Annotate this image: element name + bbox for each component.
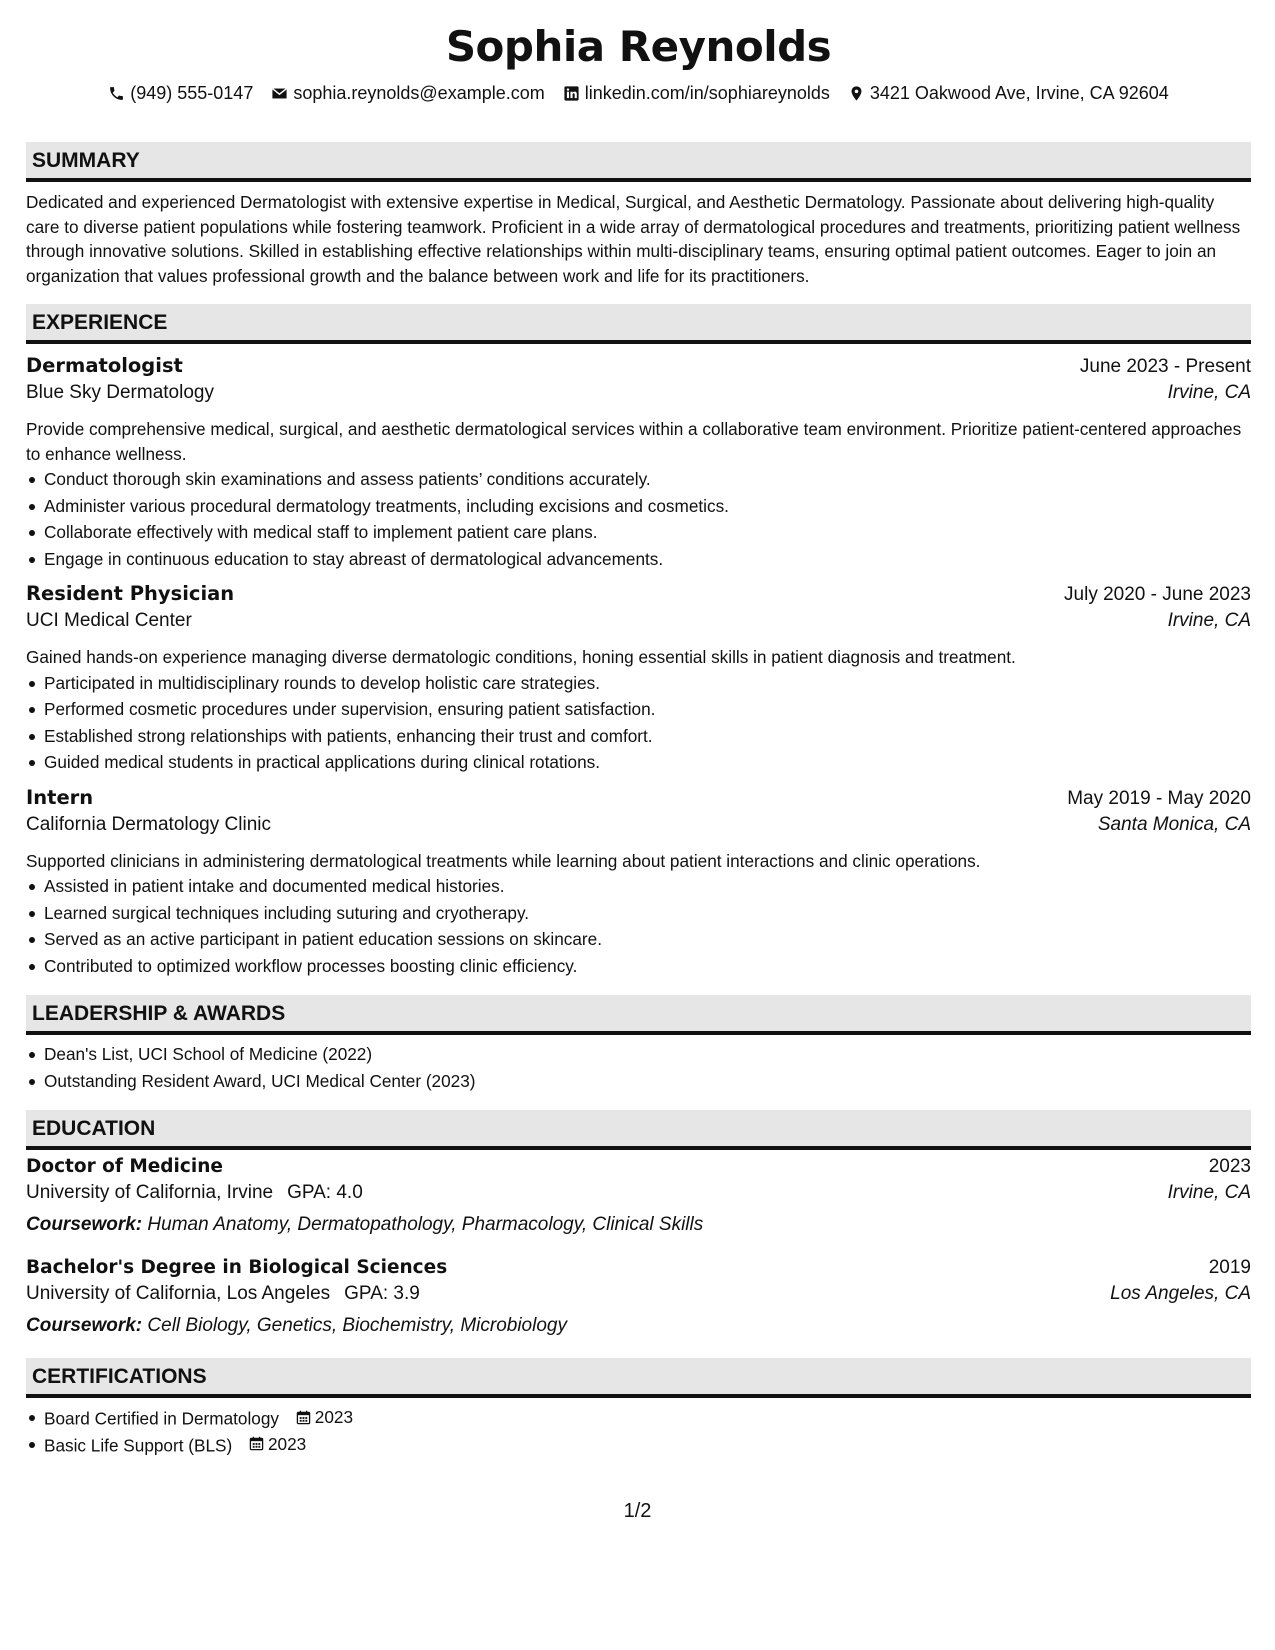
list-item: Collaborate effectively with medical staff to implement patient care plans. bbox=[26, 519, 1251, 546]
job-dates: June 2023 - Present bbox=[1079, 356, 1251, 377]
job-bullets bbox=[26, 873, 1251, 979]
list-item: Assisted in patient intake and documented medical histories. bbox=[26, 873, 1251, 900]
contact-bar bbox=[26, 78, 1251, 108]
job-description: Gained hands-on experience managing diverse dermatologic conditions, honing essential skills in patient diagnosis and treatment. bbox=[26, 647, 1016, 667]
job-description: Supported clinicians in administering dermatological treatments while learning about patient interactions and clinic operations. bbox=[26, 850, 981, 871]
list-item: Established strong relationships with patients, enhancing their trust and comfort. bbox=[26, 723, 1251, 750]
contact-email[interactable] bbox=[271, 83, 544, 104]
job-bullets bbox=[26, 466, 1251, 572]
section-heading-summary: SUMMARY bbox=[26, 142, 1251, 182]
job-organization: Blue Sky Dermatology bbox=[26, 382, 214, 403]
list-item bbox=[26, 1404, 1251, 1431]
job-dates: July 2020 - June 2023 bbox=[1064, 584, 1251, 605]
contact-linkedin[interactable] bbox=[563, 83, 830, 104]
school-name: University of California, Irvine bbox=[26, 1182, 274, 1203]
degree-title: Bachelor's Degree in Biological Sciences bbox=[26, 1257, 448, 1278]
job-title: Resident Physician bbox=[26, 582, 235, 605]
job-location: Irvine, CA bbox=[1167, 610, 1251, 631]
list-item: Contributed to optimized workflow processes boosting clinic efficiency. bbox=[26, 953, 1251, 980]
gpa: GPA: 4.0 bbox=[287, 1182, 363, 1203]
phone-icon bbox=[108, 85, 125, 102]
school-line bbox=[26, 1180, 363, 1211]
resume-page bbox=[26, 0, 1251, 1457]
email-text: sophia.reynolds@example.com bbox=[293, 82, 545, 103]
certifications-list bbox=[26, 1404, 1251, 1457]
phone-text: (949) 555-0147 bbox=[130, 82, 254, 103]
list-item: Outstanding Resident Award, UCI Medical Center (2023) bbox=[26, 1068, 1251, 1095]
address-text: 3421 Oakwood Ave, Irvine, CA 92604 bbox=[869, 82, 1169, 103]
gpa: GPA: 3.9 bbox=[344, 1283, 420, 1304]
section-heading-certifications: CERTIFICATIONS bbox=[26, 1358, 1251, 1398]
coursework bbox=[26, 1211, 1251, 1241]
education-entry bbox=[26, 1150, 1251, 1241]
list-item: Guided medical students in practical applications during clinical rotations. bbox=[26, 749, 1251, 776]
list-item: Dean's List, UCI School of Medicine (2022) bbox=[26, 1041, 1251, 1068]
section-heading-experience: EXPERIENCE bbox=[26, 304, 1251, 344]
list-item: Served as an active participant in patient education sessions on skincare. bbox=[26, 926, 1251, 953]
degree-year: 2019 bbox=[1208, 1257, 1251, 1278]
map-pin-icon bbox=[848, 85, 865, 102]
degree-title: Doctor of Medicine bbox=[26, 1156, 223, 1177]
coursework-label: Coursework: bbox=[26, 1315, 143, 1336]
job-dates: May 2019 - May 2020 bbox=[1067, 787, 1251, 809]
cert-name: Board Certified in Dermatology bbox=[44, 1408, 280, 1429]
section-heading-leadership: LEADERSHIP & AWARDS bbox=[26, 995, 1251, 1035]
job-location: Irvine, CA bbox=[1167, 382, 1251, 403]
school-location: Irvine, CA bbox=[1167, 1182, 1251, 1203]
cert-year: 2023 bbox=[314, 1407, 354, 1427]
coursework-list: Human Anatomy, Dermatopathology, Pharmacology, Clinical Skills bbox=[147, 1214, 704, 1235]
list-item: Participated in multidisciplinary rounds to develop holistic care strategies. bbox=[26, 670, 1251, 697]
list-item: Performed cosmetic procedures under supervision, ensuring patient satisfaction. bbox=[26, 696, 1251, 723]
cert-date bbox=[296, 1404, 353, 1430]
linkedin-text: linkedin.com/in/sophiareynolds bbox=[584, 82, 830, 103]
experience-entry bbox=[26, 578, 1251, 776]
cert-date bbox=[249, 1431, 306, 1457]
job-title: Dermatologist bbox=[26, 354, 183, 377]
job-description: Provide comprehensive medical, surgical, and aesthetic dermatological services within a collaborative team environment. Prioritize patient-centered approaches to enhance wellness. bbox=[26, 419, 1242, 464]
experience-entry bbox=[26, 350, 1251, 572]
school-location: Los Angeles, CA bbox=[1110, 1283, 1251, 1304]
job-organization: UCI Medical Center bbox=[26, 610, 192, 631]
experience-entry bbox=[26, 782, 1251, 980]
page-number: 1/2 bbox=[623, 1500, 652, 1522]
list-item bbox=[26, 1431, 1251, 1458]
job-location: Santa Monica, CA bbox=[1097, 813, 1251, 835]
education-entry bbox=[26, 1251, 1251, 1342]
list-item: Engage in continuous education to stay abreast of dermatological advancements. bbox=[26, 546, 1251, 573]
candidate-name: Sophia Reynolds bbox=[445, 22, 832, 71]
calendar-icon bbox=[296, 1410, 311, 1425]
envelope-icon bbox=[271, 85, 288, 102]
cert-year: 2023 bbox=[267, 1433, 307, 1454]
job-organization: California Dermatology Clinic bbox=[26, 813, 271, 835]
coursework-label: Coursework: bbox=[26, 1214, 143, 1235]
section-heading-education: EDUCATION bbox=[26, 1110, 1251, 1150]
contact-address bbox=[848, 83, 1169, 104]
school-line bbox=[26, 1281, 420, 1312]
linkedin-icon bbox=[563, 85, 580, 102]
list-item: Administer various procedural dermatology treatments, including excisions and cosmetics. bbox=[26, 493, 1251, 520]
calendar-icon bbox=[249, 1436, 264, 1451]
list-item: Conduct thorough skin examinations and assess patients’ conditions accurately. bbox=[26, 466, 1251, 493]
summary-text: Dedicated and experienced Dermatologist with extensive expertise in Medical, Surgical, and Aesthetic Dermatology. Passionate about delivering high-quality care to diverse patient populations while fostering teamwork. Proficient in a wide array of dermatological procedures and treatments, prioritizing patient wellness through innovative solutions. Skilled in establishing effective relationships within multi-disciplinary teams, ensuring optimal patient outcomes. Eager to join an organization that values professional growth and the balance between work and life for its practitioners. bbox=[26, 192, 1241, 286]
school-name: University of California, Los Angeles bbox=[26, 1283, 331, 1304]
coursework-list: Cell Biology, Genetics, Biochemistry, Microbiology bbox=[147, 1315, 567, 1336]
cert-name: Basic Life Support (BLS) bbox=[44, 1435, 233, 1455]
awards-list bbox=[26, 1041, 1251, 1094]
coursework bbox=[26, 1312, 1251, 1342]
job-title: Intern bbox=[26, 785, 94, 809]
job-bullets bbox=[26, 670, 1251, 776]
degree-year: 2023 bbox=[1208, 1156, 1251, 1177]
list-item: Learned surgical techniques including suturing and cryotherapy. bbox=[26, 900, 1251, 927]
contact-phone bbox=[108, 83, 253, 104]
